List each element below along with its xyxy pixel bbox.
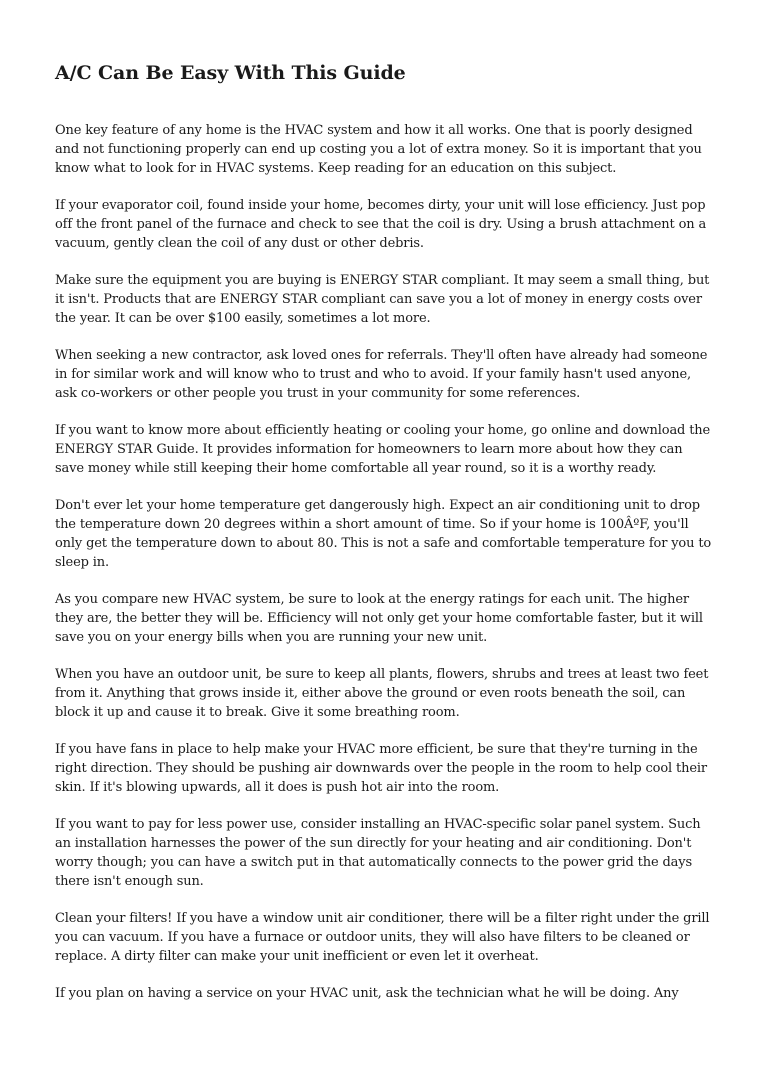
paragraph: When you have an outdoor unit, be sure to keep all plants, flowers, shrubs and trees at least two feet from it. Anything that grows inside it, either above the ground or even roots beneath the soil, can block it up and cause it to break. Give it some breathing room.: [55, 667, 709, 720]
document-title: A/C Can Be Easy With This Guide: [55, 62, 406, 84]
paragraph: If you plan on having a service on your HVAC unit, ask the technician what he will be doing. Any: [55, 986, 679, 1001]
paragraph: If you have fans in place to help make your HVAC more efficient, be sure that they're turning in the right direction. They should be pushing air downwards over the people in the room to help cool their skin. If it's blowing upwards, all it does is push hot air into the room.: [55, 742, 707, 795]
paragraph: Make sure the equipment you are buying is ENERGY STAR compliant. It may seem a small thing, but it isn't. Products that are ENERGY STAR compliant can save you a lot of money in energy costs over the year. It can be over $100 easily, sometimes a lot more.: [55, 273, 710, 326]
paragraph: When seeking a new contractor, ask loved ones for referrals. They'll often have already had someone in for similar work and will know who to trust and who to avoid. If your family hasn't used anyone, ask co-workers or other people you trust in your community for some references.: [55, 348, 708, 401]
document-body: [55, 121, 715, 1021]
paragraph: Clean your filters! If you have a window unit air conditioner, there will be a filter right under the grill you can vacuum. If you have a furnace or outdoor units, they will also have filters to be cleaned or replace. A dirty filter can make your unit inefficient or even let it overheat.: [55, 911, 710, 964]
paragraph: Don't ever let your home temperature get dangerously high. Expect an air conditioning unit to drop the temperature down 20 degrees within a short amount of time. So if your home is 100ÂºF, you'll only get the temperature down to about 80. This is not a safe and comfortable temperature for you to sleep in.: [55, 498, 712, 570]
paragraph: If you want to pay for less power use, consider installing an HVAC-specific solar panel system. Such an installation harnesses the power of the sun directly for your heating and air conditioning. Don't worry though; you can have a switch put in that automatically connects to the power grid the days there isn't enough sun.: [55, 817, 701, 889]
paragraph: As you compare new HVAC system, be sure to look at the energy ratings for each unit. The higher they are, the better they will be. Efficiency will not only get your home comfortable faster, but it will save you on your energy bills when you are running your new unit.: [55, 592, 703, 645]
paragraph: If your evaporator coil, found inside your home, becomes dirty, your unit will lose efficiency. Just pop off the front panel of the furnace and check to see that the coil is dry. Using a brush attachment on a vacuum, gently clean the coil of any dust or other debris.: [55, 198, 707, 251]
paragraph: One key feature of any home is the HVAC system and how it all works. One that is poorly designed and not functioning properly can end up costing you a lot of extra money. So it is important that you know what to look for in HVAC systems. Keep reading for an education on this subject.: [55, 123, 702, 176]
paragraph: If you want to know more about efficiently heating or cooling your home, go online and download the ENERGY STAR Guide. It provides information for homeowners to learn more about how they can save money while still keeping their home comfortable all year round, so it is a worthy ready.: [55, 423, 711, 476]
